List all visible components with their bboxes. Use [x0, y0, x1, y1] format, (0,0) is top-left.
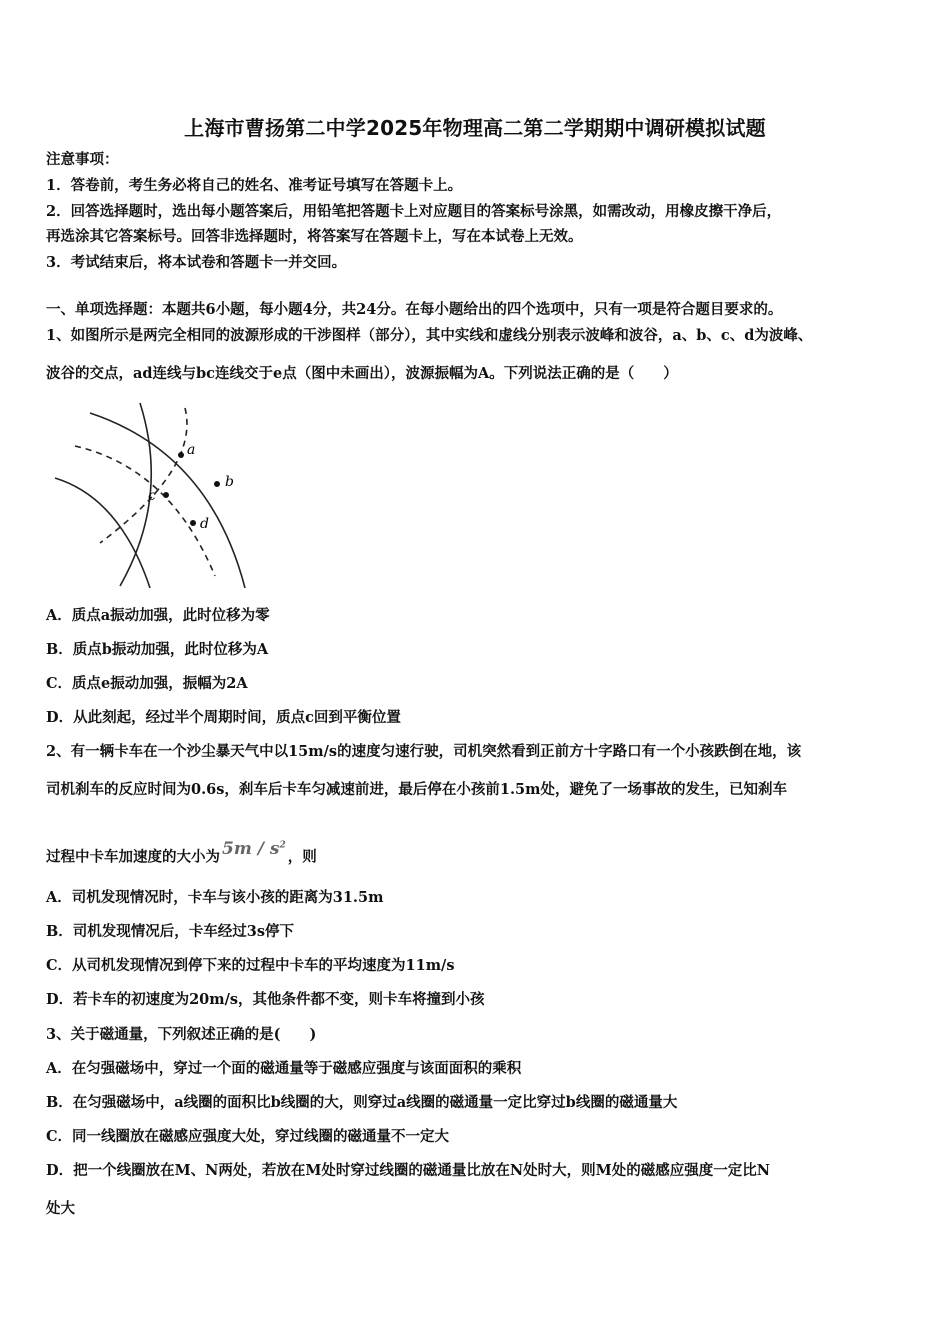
option: B．在匀强磁场中，a线圈的面积比b线圈的大，则穿过a线圈的磁通量一定比穿过b线圈的磁通量大: [46, 1094, 678, 1111]
point-b: [214, 481, 220, 487]
point-d: [190, 520, 196, 526]
label-b: b: [225, 474, 234, 490]
option: C．同一线圈放在磁感应强度大处，穿过线圈的磁通量不一定大: [46, 1128, 450, 1145]
stem-text: 过程中卡车加速度的大小为: [46, 848, 220, 866]
option: D．若卡车的初速度为20m/s，其他条件都不变，则卡车将撞到小孩: [46, 991, 485, 1008]
page-title: 上海市曹扬第二中学2025年物理高二第二学期期中调研模拟试题: [184, 116, 766, 140]
interference-pattern-figure: [50, 398, 250, 588]
acceleration-formula: [222, 839, 286, 859]
option: D．从此刻起，经过半个周期时间，质点c回到平衡位置: [46, 709, 401, 726]
option-continuation: 处大: [46, 1200, 75, 1217]
crest-line: [90, 413, 245, 588]
option: C．从司机发现情况到停下来的过程中卡车的平均速度为11m/s: [46, 957, 455, 974]
crest-line: [55, 478, 150, 588]
option: D．把一个线圈放在M、N两处，若放在M处时穿过线圈的磁通量比放在N处时大，则M处的磁感应强度一定比N: [46, 1162, 770, 1179]
label-c: c: [148, 488, 156, 504]
question-1-stem: 1、如图所示是两完全相同的波源形成的干涉图样（部分），其中实线和虚线分别表示波峰和波谷，a、b、c、d为波峰、: [46, 327, 813, 344]
option: B．司机发现情况后，卡车经过3s停下: [46, 923, 295, 940]
stem-text: ，则: [287, 848, 317, 866]
label-a: a: [187, 442, 196, 458]
question-1-stem: 波谷的交点，ad连线与bc连线交于e点（图中未画出），波源振幅为A。下列说法正确的是（ ）: [46, 365, 678, 382]
label-d: d: [200, 516, 209, 532]
notice-item: 再选涂其它答案标号。回答非选择题时，将答案写在答题卡上，写在本试卷上无效。: [46, 228, 583, 245]
trough-line: [100, 408, 187, 543]
question-3-stem: 3、关于磁通量，下列叙述正确的是( ): [46, 1026, 317, 1043]
notice-item: 1．答卷前，考生务必将自己的姓名、准考证号填写在答题卡上。: [46, 177, 463, 194]
formula-exponent: 2: [279, 840, 286, 850]
option: A．质点a振动加强，此时位移为零: [46, 607, 270, 624]
option: A．司机发现情况时，卡车与该小孩的距离为31.5m: [46, 889, 384, 906]
point-a: [178, 452, 184, 458]
crest-line: [120, 403, 151, 586]
question-2-stem-line3: [46, 838, 317, 868]
notice-item: 2．回答选择题时，选出每小题答案后，用铅笔把答题卡上对应题目的答案标号涂黑，如需改动，用橡皮擦干净后，: [46, 203, 782, 220]
question-2-stem: 司机刹车的反应时间为0.6s，刹车后卡车匀减速前进，最后停在小孩前1.5m处，避免了一场事故的发生，已知刹车: [46, 781, 787, 798]
question-2-stem: 2、有一辆卡车在一个沙尘暴天气中以15m/s的速度匀速行驶，司机突然看到正前方十字路口有一个小孩跌倒在地，该: [46, 743, 802, 760]
option: B．质点b振动加强，此时位移为A: [46, 641, 269, 658]
notice-item: 3．考试结束后，将本试卷和答题卡一并交回。: [46, 254, 347, 271]
section-heading: 一、单项选择题：本题共6小题，每小题4分，共24分。在每小题给出的四个选项中，只有一项是符合题目要求的。: [46, 301, 783, 318]
notice-heading: 注意事项：: [46, 151, 119, 168]
option: A．在匀强磁场中，穿过一个面的磁通量等于磁感应强度与该面面积的乘积: [46, 1060, 522, 1077]
option: C．质点e振动加强，振幅为2A: [46, 675, 248, 692]
point-c: [163, 492, 169, 498]
trough-line: [75, 446, 215, 576]
formula-base: 5m / s: [222, 838, 280, 859]
